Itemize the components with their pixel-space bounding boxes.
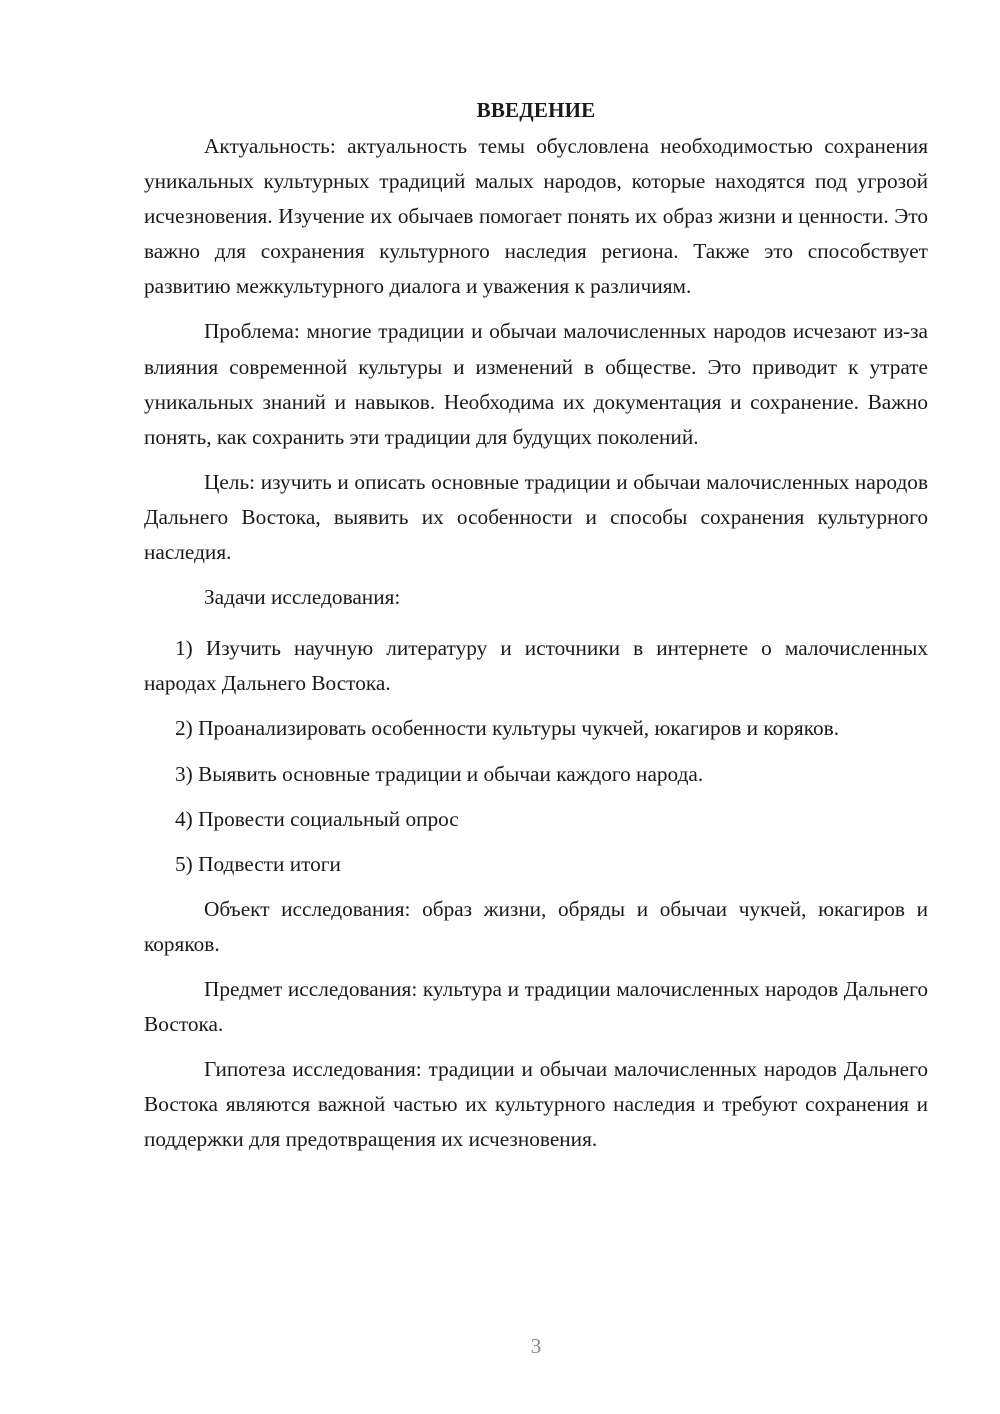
task-item-1: 1) Изучить научную литературу и источники в интернете о малочисленных народах Дальнего Востока.: [144, 636, 928, 696]
section-heading: ВВЕДЕНИЕ: [476, 98, 596, 122]
paragraph-object: Объект исследования: образ жизни, обряды и обычаи чукчей, юкагиров и коряков.: [144, 896, 928, 956]
paragraph-subject: Предмет исследования: культура и традиции малочисленных народов Дальнего Востока.: [144, 976, 928, 1037]
task-item-5: 5) Подвести итоги: [175, 851, 341, 876]
paragraph-relevance: Актуальность: актуальность темы обусловлена необходимостью сохранения уникальных культурных традиций малых народов, которые находятся под угрозой исчезновения. Изучение их обычаев помогает понять их образ жизни и ценности. Это важно для сохранения культурного наследия региона. Также это способствует развитию межкультурного диалога и уважения к различиям.: [144, 134, 928, 299]
task-item-2: 2) Проанализировать особенности культуры чукчей, юкагиров и коряков.: [175, 716, 840, 741]
task-item-3: 3) Выявить основные традиции и обычаи каждого народа.: [175, 761, 704, 786]
tasks-title: Задачи исследования:: [204, 585, 401, 610]
paragraph-problem: Проблема: многие традиции и обычаи малочисленных народов исчезают из-за влияния современной культуры и изменений в обществе. Это приводит к утрате уникальных знаний и навыков. Необходима их документация и сохранение. Важно понять, как сохранить эти традиции для будущих поколений.: [144, 319, 928, 449]
paragraph-hypothesis: Гипотеза исследования: традиции и обычаи малочисленных народов Дальнего Востока являются важной частью их культурного наследия и требуют сохранения и поддержки для предотвращения их исчезновения.: [144, 1057, 928, 1152]
document-page: [144, 93, 928, 1167]
page-number: 3: [530, 1334, 542, 1358]
paragraph-goal: Цель: изучить и описать основные традиции и обычаи малочисленных народов Дальнего Востока, выявить их особенности и способы сохранения культурного наследия.: [144, 469, 928, 565]
task-item-4: 4) Провести социальный опрос: [175, 806, 459, 831]
